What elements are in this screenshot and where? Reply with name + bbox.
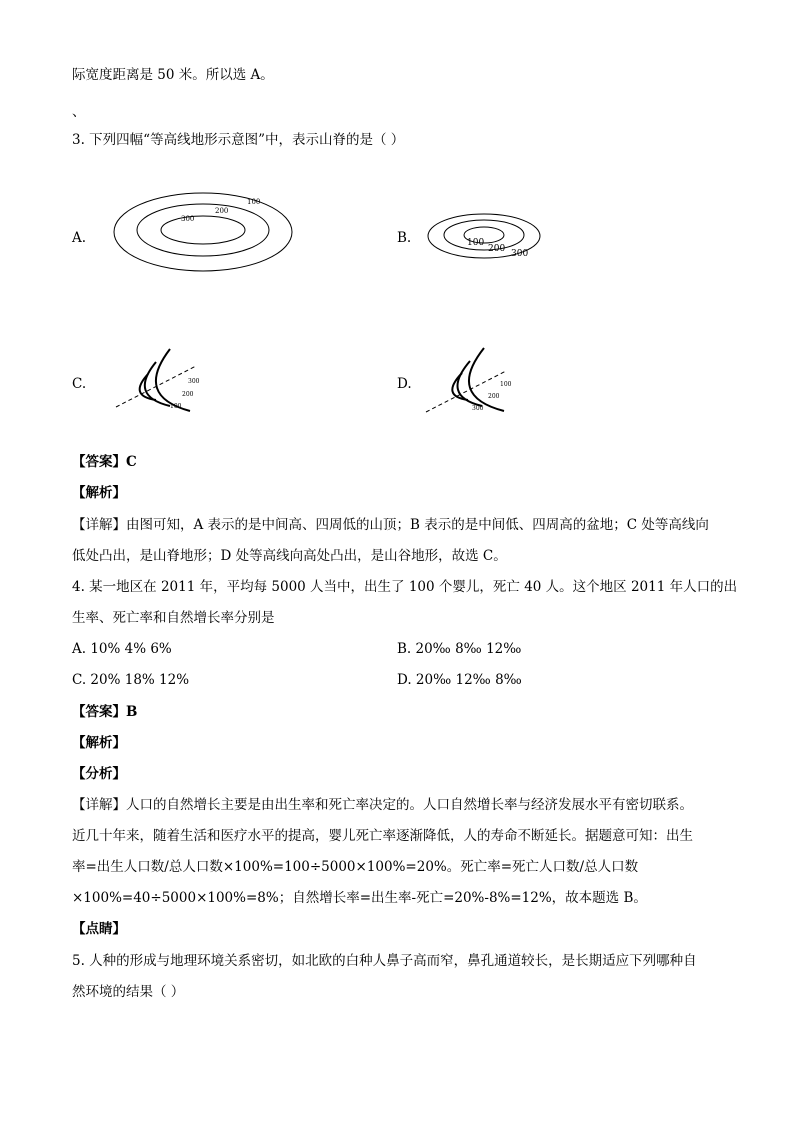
answer-4: 【答案】B: [72, 704, 138, 720]
contour-label-200: 200: [488, 393, 500, 400]
question-5-line-1: 5. 人种的形成与地理环境关系密切，如北欧的白种人鼻子高而窄，鼻孔通道较长，是长期适应下列哪种自: [72, 953, 697, 969]
question-4-line-1: 4. 某一地区在 2011 年，平均每 5000 人当中，出生了 100 个婴儿，死亡 40 人。这个地区 2011 年人口的出: [72, 579, 738, 595]
breakdown-heading-4: 【分析】: [72, 766, 126, 782]
option-a-label: A.: [72, 230, 87, 246]
option-d-label: D.: [397, 376, 412, 392]
detail-4-line-3: 率=出生人口数/总人口数×100%=100÷5000×100%=20%。死亡率=死亡人口数/总人口数: [72, 859, 639, 875]
contour-label-200: 200: [488, 244, 506, 254]
question-3: 3. 下列四幅“等高线地形示意图”中，表示山脊的是（ ）: [72, 132, 405, 148]
detail-3-line-2: 低处凸出，是山脊地形；D 处等高线向高处凸出，是山谷地形，故选 C。: [72, 548, 507, 564]
contour-label-100: 100: [247, 198, 261, 206]
question-4-line-2: 生率、死亡率和自然增长率分别是: [72, 610, 275, 626]
contour-label-100: 100: [500, 381, 512, 388]
question-5-line-2: 然环境的结果（ ）: [72, 984, 185, 1000]
contour-label-300: 300: [511, 249, 529, 259]
option-c-4: C. 20% 18% 12%: [72, 672, 190, 688]
line-2: 、: [72, 104, 86, 120]
contour-diagram-b: [420, 205, 560, 275]
option-b-label: B.: [397, 230, 412, 246]
line-1: 际宽度距离是 50 米。所以选 A。: [72, 67, 274, 83]
contour-label-100: 100: [170, 403, 182, 410]
detail-4-line-2: 近几十年来，随着生活和医疗水平的提高，婴儿死亡率逐渐降低，人的寿命不断延长。据题意可知：出生: [72, 828, 693, 844]
option-c-label: C.: [72, 376, 87, 392]
analysis-heading-3: 【解析】: [72, 485, 126, 501]
contour-label-300: 300: [181, 215, 195, 223]
contour-label-300: 300: [472, 405, 484, 412]
contour-diagram-d: [420, 342, 530, 417]
answer-3: 【答案】C: [72, 454, 137, 470]
detail-4-line-1: 【详解】人口的自然增长主要是由出生率和死亡率决定的。人口自然增长率与经济发展水平有密切联系。: [72, 797, 693, 813]
contour-label-300: 300: [188, 378, 200, 385]
option-a-4: A. 10% 4% 6%: [72, 641, 172, 657]
contour-diagram-a: [105, 185, 305, 285]
contour-label-200: 200: [215, 207, 229, 215]
contour-label-200: 200: [182, 391, 194, 398]
highlight-heading-4: 【点睛】: [72, 921, 126, 937]
contour-label-100: 100: [467, 238, 485, 248]
detail-3-line-1: 【详解】由图可知，A 表示的是中间高、四周低的山顶；B 表示的是中间低、四周高的盆地；C 处等高线向: [72, 517, 709, 533]
option-d-4: D. 20‰ 12‰ 8‰: [397, 672, 522, 688]
analysis-heading-4: 【解析】: [72, 735, 126, 751]
contour-diagram-c: [112, 342, 222, 417]
detail-4-line-4: ×100%=40÷5000×100%=8%；自然增长率=出生率-死亡=20%-8%=12%，故本题选 B。: [72, 890, 647, 906]
option-b-4: B. 20‰ 8‰ 12‰: [397, 641, 522, 657]
